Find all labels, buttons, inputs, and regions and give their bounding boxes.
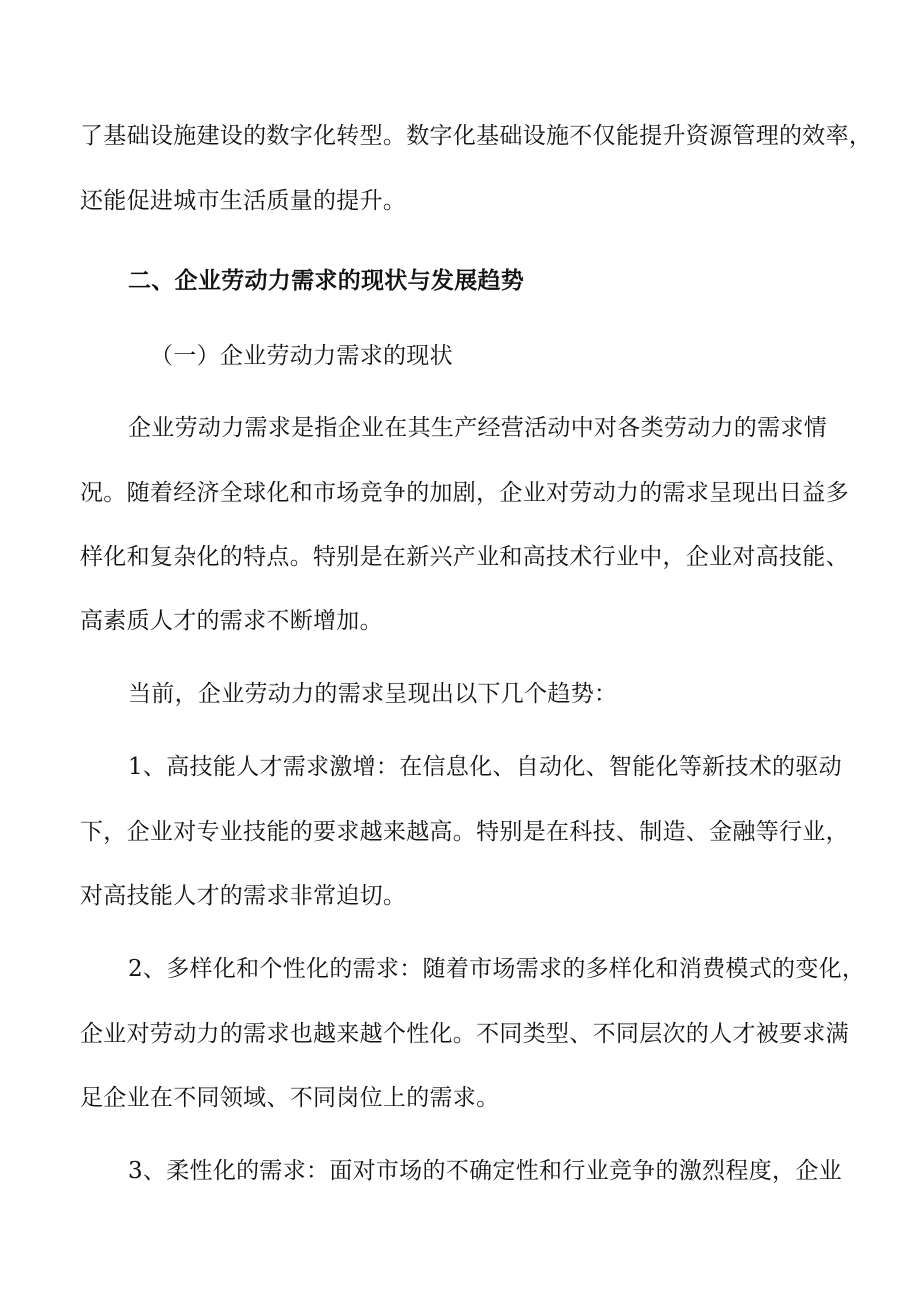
item-2-line-1: 2、多样化和个性化的需求：随着市场需求的多样化和消费模式的变化， xyxy=(128,956,866,982)
paragraph-definition-line-2: 况。随着经济全球化和市场竞争的加剧，企业对劳动力的需求呈现出日益多 xyxy=(80,480,849,506)
item-2-line-2: 企业对劳动力的需求也越来越个性化。不同类型、不同层次的人才被要求满 xyxy=(80,1021,849,1047)
item-1-line-2: 下，企业对专业技能的要求越来越高。特别是在科技、制造、金融等行业， xyxy=(80,819,849,845)
item-1-line-1: 1、高技能人才需求激增：在信息化、自动化、智能化等新技术的驱动 xyxy=(128,754,842,780)
item-1-line-3: 对高技能人才的需求非常迫切。 xyxy=(80,883,407,909)
item-2-line-3: 足企业在不同领域、不同岗位上的需求。 xyxy=(80,1085,500,1111)
section-heading: 二、企业劳动力需求的现状与发展趋势 xyxy=(128,268,525,294)
item-3-line-1: 3、柔性化的需求：面对市场的不确定性和行业竞争的激烈程度，企业 xyxy=(128,1158,842,1184)
paragraph-definition-line-4: 高素质人才的需求不断增加。 xyxy=(80,608,383,634)
paragraph-definition-line-1: 企业劳动力需求是指企业在其生产经营活动中对各类劳动力的需求情 xyxy=(128,415,827,441)
sub-heading: （一）企业劳动力需求的现状 xyxy=(150,343,453,369)
paragraph-definition-line-3: 样化和复杂化的特点。特别是在新兴产业和高技术行业中，企业对高技能、 xyxy=(80,544,849,570)
paragraph-intro-line-1: 了基础设施建设的数字化转型。数字化基础设施不仅能提升资源管理的效率， xyxy=(80,123,873,149)
paragraph-trends-intro: 当前，企业劳动力的需求呈现出以下几个趋势： xyxy=(128,681,618,707)
paragraph-intro-line-2: 还能促进城市生活质量的提升。 xyxy=(80,188,407,214)
